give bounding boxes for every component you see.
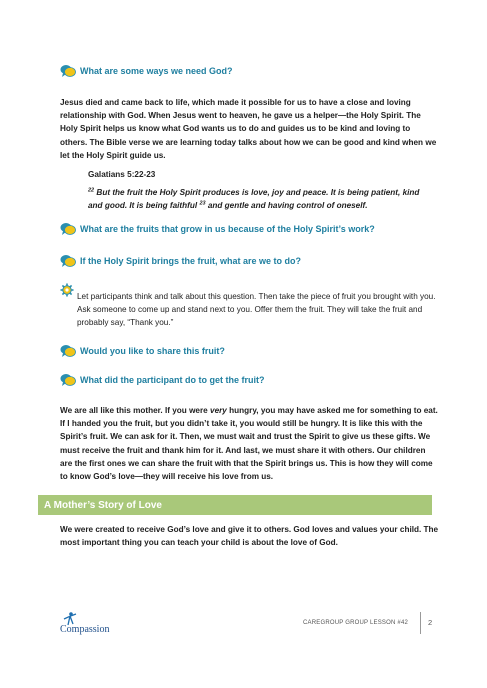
question-text: If the Holy Spirit brings the fruit, what are we to do? — [80, 256, 302, 266]
speech-bubbles-icon — [60, 373, 76, 387]
compassion-logo — [60, 612, 130, 636]
mother-paragraph-rest: hungry, you may have asked me for something to eat. If I handed you the fruit, but you didn’t take it, you would still be hungry. It is like this with the Spirit’s fruit. We can ask for it. Then, we must wait and trust the Spirit to give us these gifts. We must receive the fruit and thank him for it. And last, we must share it with others. Our children are the first ones we can share the fruit with that the Spirit brings us. This is how they will come to know God’s love—they will receive his love from us. — [60, 406, 438, 482]
mother-paragraph-start: We are all like this mother. If you were — [60, 406, 211, 415]
question-text: What are some ways we need God? — [80, 66, 233, 76]
page-number: 2 — [428, 618, 433, 627]
logo-text: Compassion — [60, 624, 110, 635]
mother-paragraph — [60, 404, 440, 483]
verse-part-2: and gentle and having control of oneself. — [205, 201, 368, 211]
question-text: Would you like to share this fruit? — [80, 346, 225, 356]
question-text: What did the participant do to get the fruit? — [80, 375, 265, 385]
section-header — [38, 495, 432, 515]
verse-text — [88, 186, 428, 212]
activity-instructions: Let participants think and talk about this question. Then take the piece of fruit you brought with you. Ask someone to come up and stand next to you. Offer them the fruit. They will take the fruit and probably say, “Thank you.” — [77, 292, 436, 328]
question-3 — [60, 254, 301, 268]
gear-activity-icon — [60, 283, 74, 297]
verse-reference: Galatians 5:22-23 — [88, 170, 156, 179]
section-title: A Mother’s Story of Love — [44, 499, 162, 511]
intro-paragraph: Jesus died and came back to life, which made it possible for us to have a close and loving relationship with God. When Jesus went to heaven, he gave us a helper—the Holy Spirit. The Holy Spirit helps us know what God wants us to do and guides us to be kind and loving to others. The Bible verse we are learning today talks about how we can be good and kind when we let the Holy Spirit guide us. — [60, 98, 437, 160]
love-paragraph: We were created to receive God’s love and give it to others. God loves and values your child. The most important thing you can teach your child is about the love of God. — [60, 525, 439, 548]
speech-bubbles-icon — [60, 64, 76, 78]
question-text: What are the fruits that grow in us because of the Holy Spirit’s work? — [80, 224, 375, 234]
verse-number-23: 23 — [199, 200, 206, 207]
question-4 — [60, 344, 225, 358]
verse-part-1: But the fruit the Holy Spirit produces is love, joy and peace. It is being patient, kind and good. It is being faithful — [88, 188, 420, 211]
question-5 — [60, 373, 264, 387]
footer-divider — [420, 612, 421, 634]
verse-number-22: 22 — [88, 187, 95, 194]
speech-bubbles-icon — [60, 344, 76, 358]
question-1 — [60, 64, 233, 78]
speech-bubbles-icon — [60, 222, 76, 236]
speech-bubbles-icon — [60, 254, 76, 268]
emphasis-word: very — [210, 406, 227, 415]
lesson-label: CAREGROUP GROUP LESSON #42 — [303, 620, 409, 626]
question-2 — [60, 222, 375, 236]
